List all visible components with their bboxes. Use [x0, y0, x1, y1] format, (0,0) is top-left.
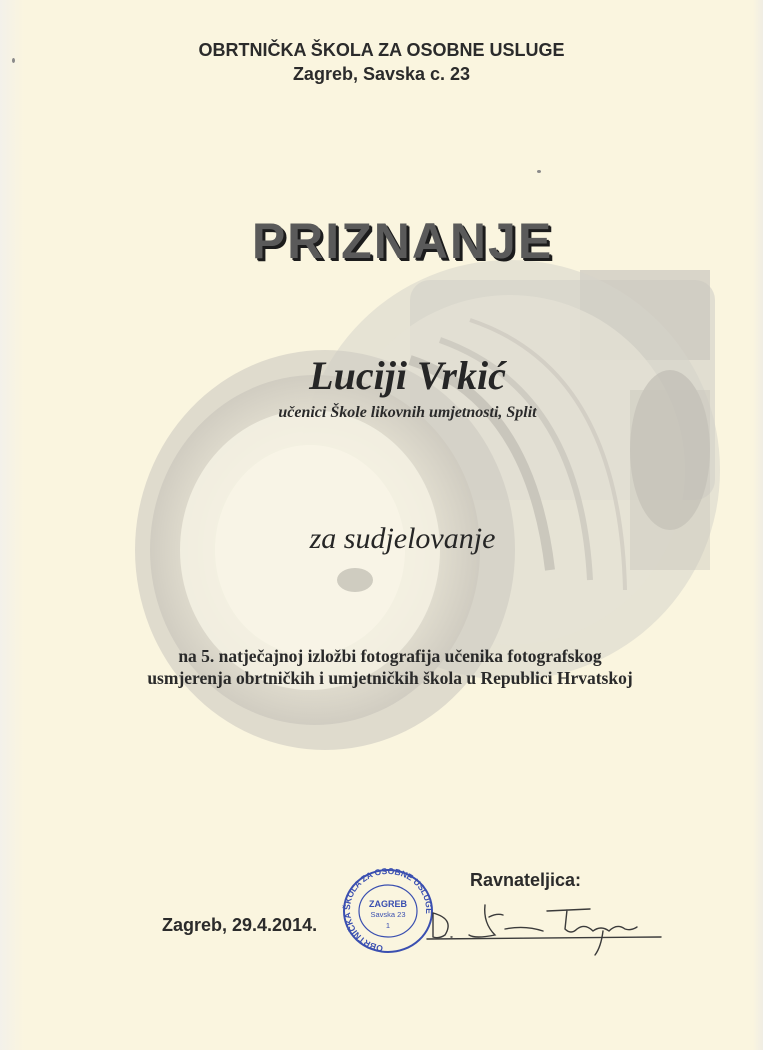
signer-title: Ravnateljica:: [470, 870, 582, 890]
stamp-city: ZAGREB: [369, 899, 407, 909]
description-line-1: na 5. natječajnoj izložbi fotografija učenika fotografskog: [178, 646, 602, 666]
stamp-street: Savska 23: [370, 910, 406, 919]
official-stamp: [338, 866, 438, 956]
place-date: Zagreb, 29.4.2014.: [162, 915, 318, 935]
stamp-number: 1: [385, 921, 391, 930]
certificate-purpose: za sudjelovanje: [309, 522, 496, 555]
recipient-name: Luciji Vrkić: [309, 353, 506, 398]
scan-speck: [12, 58, 15, 63]
stamp-ring-text: OBRTNIČKA ŠKOLA ZA OSOBNE USLUGE: [341, 866, 435, 954]
certificate-title: PRIZNANJE: [251, 213, 554, 269]
description-line-2: usmjerenja obrtničkih i umjetničkih škola u Republici Hrvatskoj: [147, 668, 633, 688]
certificate-description: [90, 645, 690, 689]
handwritten-signature: [425, 895, 665, 965]
scan-speck: [537, 170, 541, 173]
institution-name: OBRTNIČKA ŠKOLA ZA OSOBNE USLUGE: [198, 40, 565, 60]
institution-address: Zagreb, Savska c. 23: [292, 64, 471, 84]
recipient-role: učenici Škole likovnih umjetnosti, Split: [278, 404, 537, 421]
